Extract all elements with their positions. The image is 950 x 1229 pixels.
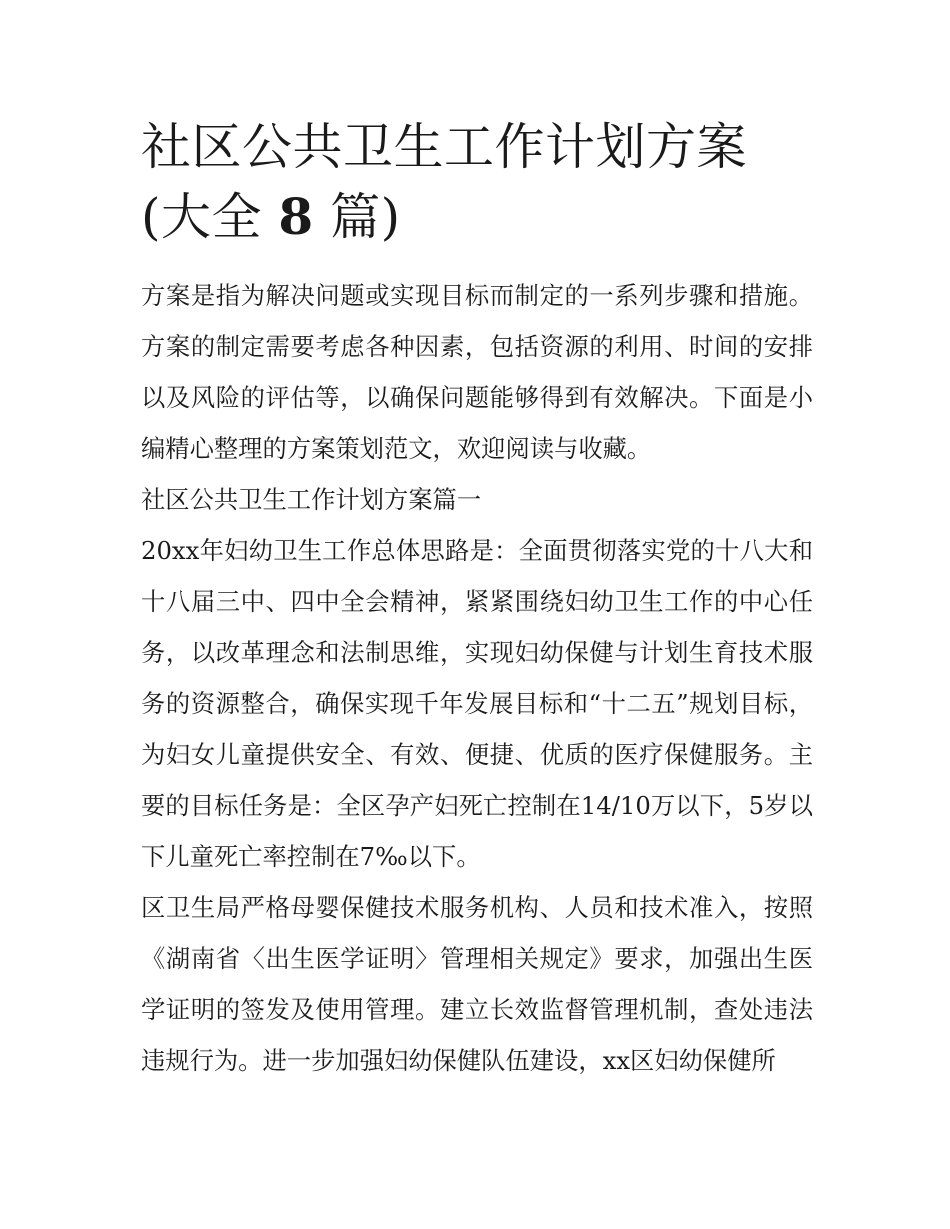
document-body — [141, 270, 813, 1086]
title-text-part1: 社区公共卫生工作计划方案(大全 — [141, 118, 747, 246]
section-heading: 社区公共卫生工作计划方案篇一 — [141, 485, 482, 514]
body-paragraph-1: 20xx年妇幼卫生工作总体思路是：全面贯彻落实党的十八大和十八届三中、四中全会精神，紧紧围绕妇幼卫生工作的中心任务，以改革理念和法制思维，实现妇幼保健与计划生育技术服务的资源整合，确保实现千年发展目标和“十二五”规划目标，为妇女儿童提供安全、有效、便捷、优质的医疗保健服务。主要的目标任务是：全区孕产妇死亡控制在14/10万以下，5岁以下儿童死亡率控制在7‰以下。 — [141, 536, 813, 871]
intro-paragraph: 方案是指为解决问题或实现目标而制定的一系列步骤和措施。方案的制定需要考虑各种因素，包括资源的利用、时间的安排以及风险的评估等，以确保问题能够得到有效解决。下面是小编精心整理的方案策划范文，欢迎阅读与收藏。 — [141, 281, 813, 463]
document-page — [141, 112, 813, 1086]
title-number: 8 — [278, 187, 314, 246]
document-title — [141, 112, 813, 252]
title-text-part2: 篇) — [330, 188, 401, 246]
body-paragraph-2: 区卫生局严格母婴保健技术服务机构、人员和技术准入，按照《湖南省〈出生医学证明〉管理相关规定》要求，加强出生医学证明的签发及使用管理。建立长效监督管理机制，查处违法违规行为。进一步加强妇幼保健队伍建设，xx区妇幼保健所 — [141, 893, 813, 1075]
